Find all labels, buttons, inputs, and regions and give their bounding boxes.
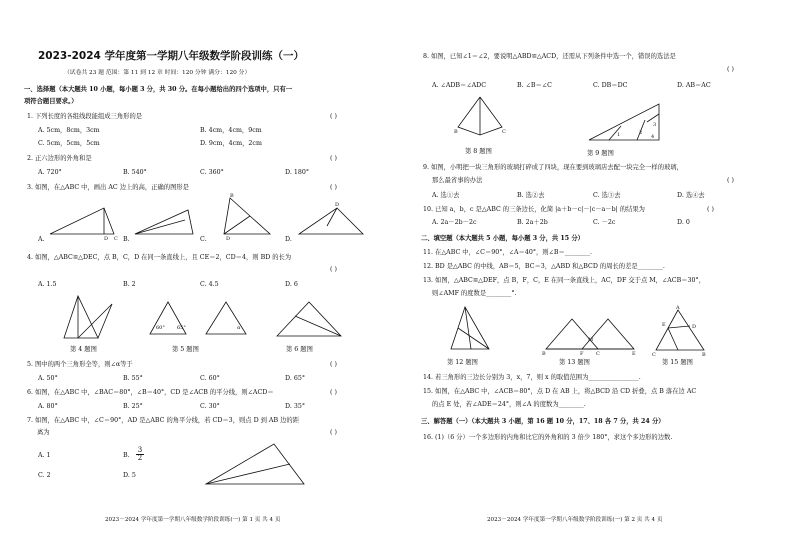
fraction-denominator: 2	[137, 454, 143, 462]
page-1-footer: 2023－2024 学年度第一学期八年级数学阶段训练(一) 第 1 页 共 4 页	[105, 517, 281, 523]
q9-figure	[587, 100, 667, 144]
q5-answer-paren: ( )	[330, 361, 337, 368]
svg-text:C: C	[652, 352, 656, 358]
exam-subtitle: （试卷共 23 题 范围：第 11 到 12 章 时间：120 分钟 满分：120 分）	[64, 70, 251, 76]
q7-option-a: A. 1	[38, 452, 51, 459]
section-fill-heading: 二、填空题（本大题共 5 小题，每小题 3 分，共 15 分）	[421, 235, 584, 242]
q9-option-a: A. 选①去	[432, 192, 460, 199]
q3-figure-b	[133, 196, 203, 240]
q4-stem: 4. 如图，△ABC≌△DEC，点 B，C，D 在同一条直线上，且 CE＝2，CD＝4，则 BD 的长为	[27, 254, 292, 261]
q9-answer-paren: ( )	[727, 177, 734, 184]
exam-title: 2023-2024 学年度第一学期八年级数学阶段训练（一）	[38, 50, 304, 62]
q1-answer-paren: ( )	[330, 113, 337, 120]
svg-text:B: B	[702, 352, 706, 358]
q3-answer-paren: ( )	[330, 184, 337, 191]
fraction-numerator: 3	[137, 446, 143, 454]
svg-text:E: E	[632, 351, 636, 357]
q10-option-b: B. 2a＋2b	[517, 219, 548, 226]
q9-option-b: B. 选②去	[517, 192, 545, 199]
q9-figure-caption: 第 9 题图	[587, 150, 614, 157]
q10-answer-paren: ( )	[707, 206, 714, 213]
q5-figure	[146, 298, 256, 340]
q6-figure	[275, 298, 345, 342]
q3-option-a: A.	[38, 236, 45, 243]
q6-option-d: D. 35°	[285, 403, 305, 410]
svg-text:2: 2	[639, 130, 643, 136]
q9-option-d: D. 选④去	[677, 192, 705, 199]
q12-figure	[445, 303, 495, 355]
q4-figure	[58, 294, 118, 344]
q1-option-a: A. 5cm，8cm，3cm	[38, 127, 100, 134]
q13-text-cont: 则∠AMF 的度数是________°.	[432, 290, 517, 297]
q8-option-a: A. ∠ADB＝∠ADC	[432, 82, 487, 89]
q4-figure-caption: 第 4 题图	[70, 346, 97, 353]
q5-figure-caption: 第 5 题图	[172, 346, 199, 353]
svg-text:B: B	[454, 129, 458, 135]
q12-figure-caption: 第 12 题图	[447, 359, 478, 366]
svg-text:E: E	[662, 322, 666, 328]
svg-text:4: 4	[651, 134, 655, 140]
q9-stem: 9. 如图，小明把一块三角形的玻璃打碎成了四块，现在要到玻璃店去配一块完全一样的玻璃，	[423, 164, 683, 171]
q3-figure-c	[210, 194, 280, 240]
q4-option-a: A. 1.5	[38, 281, 57, 288]
q5-angle-60: 60°	[156, 325, 165, 331]
q6-option-c: C. 30°	[200, 403, 220, 410]
section-choice-heading: 一、选择题（本大题共 10 小题，每小题 3 分，共 30 分。在每小题给出的四个选项中，只有一	[24, 86, 293, 93]
q6-answer-paren: ( )	[330, 389, 337, 396]
q1-option-b: B. 4cm，4cm，9cm	[200, 127, 262, 134]
q10-stem: 10. 已知 a，b，c 是△ABC 的三条边长，化简 |a＋b－c|－|c－a－b| 的结果为	[423, 206, 645, 213]
q7-stem-cont: 离为	[37, 429, 50, 436]
q2-option-a: A. 720°	[38, 169, 62, 176]
q7-answer-paren: ( )	[330, 429, 337, 436]
svg-text:3: 3	[653, 122, 657, 128]
svg-text:D: D	[226, 236, 231, 242]
q11-text: 11. 在△ABC 中，∠C＝90°，∠A＝40°，则∠B＝________.	[423, 249, 592, 256]
q10-option-d: D. 0	[677, 219, 690, 226]
q2-stem: 2. 正六边形的外角和是	[27, 155, 92, 162]
svg-text:C: C	[502, 129, 506, 135]
q3-figure-d	[297, 196, 367, 240]
svg-text:C: C	[596, 351, 600, 357]
q2-option-b: B. 540°	[123, 169, 147, 176]
exam-page-2	[397, 0, 794, 557]
svg-text:B: B	[230, 193, 234, 199]
q5-angle-alpha: α	[237, 325, 241, 331]
q8-answer-paren: ( )	[727, 66, 734, 73]
svg-text:D: D	[335, 202, 340, 208]
q6-option-a: A. 80°	[38, 403, 58, 410]
q3-option-d: D.	[285, 236, 292, 243]
q15-figure	[652, 306, 712, 356]
q8-figure	[452, 95, 512, 140]
svg-text:A: A	[676, 305, 680, 311]
svg-text:F: F	[580, 351, 584, 357]
q5-angle-65: 65°	[177, 325, 186, 331]
q3-option-c: C.	[200, 236, 207, 243]
q5-stem: 5. 图中的两个三角形全等，则∠α等于	[27, 361, 133, 368]
svg-text:B: B	[542, 351, 546, 357]
q10-option-a: A. 2a－2b－2c	[432, 219, 477, 226]
q1-option-c: C. 5cm，5cm，5cm	[38, 140, 100, 147]
q15-figure-caption: 第 15 题图	[662, 359, 693, 366]
q5-option-c: C. 60°	[200, 375, 220, 382]
q4-answer-paren: ( )	[330, 266, 337, 273]
q13-figure	[542, 315, 642, 355]
q2-option-c: C. 360°	[200, 169, 224, 176]
svg-text:M: M	[588, 337, 594, 343]
q6-stem: 6. 如图，在△ABC 中，∠BAC＝80°，∠B＝40°，CD 是∠ACB 的平分线，则∠ACD＝	[27, 389, 274, 396]
q10-option-c: C. －2c	[593, 219, 616, 226]
section-choice-heading-cont: 项符合题目要求。）	[24, 98, 78, 105]
q4-option-c: C. 4.5	[200, 281, 219, 288]
q3-figure-a	[48, 196, 128, 240]
page-2-footer: 2023－2024 学年度第一学期八年级数学阶段训练(一) 第 2 页 共 4 页	[487, 517, 663, 523]
q7-figure	[200, 440, 310, 490]
q8-option-b: B. ∠B＝∠C	[517, 82, 552, 89]
q9-stem-cont: 那么最省事的办法	[432, 177, 483, 184]
q7-stem: 7. 如图，在△ABC 中，∠C＝90°，AD 是△ABC 的角平分线，若 CD＝3，则点 D 到 AB 边的距	[27, 417, 299, 424]
q3-stem: 3. 如图，在△ABC 中，画出 AC 边上的高，正确的图形是	[27, 184, 189, 191]
q15-text-cont: 的点 E 处，若∠ADE＝24°，则∠A 的度数为________.	[432, 401, 586, 408]
q14-text: 14. 若三角形的三边长分别为 3，x，7，则 x 的取值范围为________________.	[423, 374, 641, 381]
section-solve-heading: 三、解答题（一）（本大题共 3 小题，第 16 题 10 分，17、18 各 7 分，共 24 分）	[421, 418, 665, 425]
svg-text:D: D	[104, 236, 109, 242]
q5-option-b: B. 55°	[123, 375, 143, 382]
q12-text: 12. BD 是△ABC 的中线，AB＝5，BC＝3，△ABD 和△BCD 的周长的差是________.	[423, 263, 665, 270]
q1-stem: 1. 下列长度的各组线段能组成三角形的是	[27, 113, 143, 120]
q7-option-b-fraction	[136, 447, 144, 462]
q5-option-d: D. 65°	[285, 375, 305, 382]
q9-option-c: C. 选③去	[593, 192, 621, 199]
q16-text: 16. (1)（6 分）一个多边形的内角和比它的外角和的 3 倍少 180°，求这个多边形的边数.	[423, 434, 673, 441]
q5-option-a: A. 50°	[38, 375, 58, 382]
q1-option-d: D. 9cm，4cm，2cm	[200, 140, 262, 147]
svg-text:C: C	[114, 236, 118, 242]
q8-stem: 8. 如图，已知∠1＝∠2，要说明△ABD≌△ACD，还需从下列条件中选一个，错误的选法是	[423, 53, 676, 60]
q13-figure-caption: 第 13 题图	[559, 359, 590, 366]
q7-option-d: D. 5	[123, 472, 136, 479]
svg-text:D: D	[692, 324, 697, 330]
q7-option-b: B.	[123, 452, 130, 459]
q6-figure-caption: 第 6 题图	[286, 346, 313, 353]
q4-option-b: B. 2	[123, 281, 136, 288]
q8-option-c: C. DB＝DC	[593, 82, 628, 89]
q6-option-b: B. 25°	[123, 403, 143, 410]
svg-text:1: 1	[617, 132, 621, 138]
q8-option-d: D. AB＝AC	[677, 82, 711, 89]
q2-option-d: D. 180°	[285, 169, 309, 176]
q15-text: 15. 如图，在△ABC 中，∠ACB＝80°，点 D 在 AB 上，将△BCD 沿 CD 折叠，点 B 落在边 AC	[423, 388, 697, 395]
q7-option-c: C. 2	[38, 472, 51, 479]
q4-option-d: D. 6	[285, 281, 298, 288]
q3-option-b: B.	[123, 236, 130, 243]
q8-figure-caption: 第 8 题图	[465, 148, 492, 155]
q13-text: 13. 如图，△ABC≌△DEF，点 B，F，C，E 在同一条直线上，AC，DF 交于点 M，∠ACB＝30°，	[423, 277, 706, 284]
q2-answer-paren: ( )	[330, 155, 337, 162]
